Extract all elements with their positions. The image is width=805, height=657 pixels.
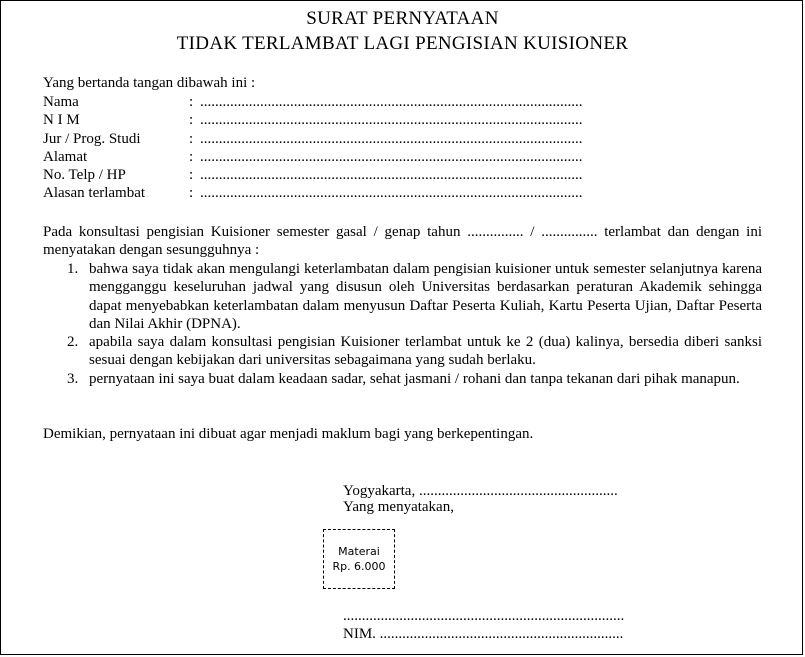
signer-label: Yang menyatakan, [343,499,454,515]
stamp-box [323,529,395,589]
list-number: 1. [67,261,79,277]
place-date: Yogyakarta, ..................................................... [343,483,618,499]
list-text: pernyataan ini saya buat dalam keadaan sadar, sehat jasmani / rohani dan tanpa tekanan dari pihak manapun. [89,370,740,387]
field-blank: ...................................................................................................... [200,148,583,165]
signature-line: ........................................................................... [343,608,625,624]
intro-text: Yang bertanda tangan dibawah ini : [43,75,256,91]
field-blank: ...................................................................................................... [200,185,583,202]
list-item [43,333,762,370]
list-item [43,370,762,388]
field-colon: : [189,112,194,129]
list-text: apabila saya dalam konsultasi pengisian Kuisioner terlambat untuk ke 2 (dua) kalinya, bersedia diberi sanksi sesuai dengan kebijakan dari universitas sebagaimana yang sudah berlaku. [89,334,762,369]
field-colon: : [189,167,194,184]
field-blank: ...................................................................................................... [200,94,583,110]
field-blank: ...................................................................................................... [200,167,583,184]
field-label: Alasan terlambat [43,185,146,202]
field-colon: : [189,185,194,202]
field-colon: : [189,130,194,147]
field-blank: ...................................................................................................... [200,112,583,129]
field-label: Jur / Prog. Studi [43,130,141,147]
field-colon: : [189,94,194,110]
field-colon: : [189,148,194,165]
closing-text: Demikian, pernyataan ini dibuat agar menjadi maklum bagi yang berkepentingan. [43,426,534,442]
field-label: N I M [43,112,80,129]
document-title: SURAT PERNYATAAN [306,8,499,29]
list-number: 2. [67,334,79,351]
field-label: Nama [43,94,79,110]
stamp-value: Rp. 6.000 [332,560,386,573]
list-number: 3. [67,370,79,387]
list-item [43,260,762,333]
nim-line: NIM. ................................................................. [343,626,624,642]
list-text: bahwa saya tidak akan mengulangi keterlambatan dalam pengisian kuisioner untuk semester selanjutnya karena mengganggu keseluruhan jadwal yang disusun oleh Universitas berdasarkan peraturan Akademik sehingga dapat menyebabkan keterlambatan dalam menyusun Daftar Peserta Kuliah, Kartu Peserta Ujian, Daftar Peserta dan Nilai Akhir (DPNA). [89,261,762,332]
field-label: Alamat [43,148,88,165]
stamp-label: Materai [338,545,380,558]
statement-paragraph: Pada konsultasi pengisian Kuisioner semester gasal / genap tahun ............... / ............... terlambat dan dengan ini menyatakan dengan sesungguhnya : [43,224,762,259]
field-blank: ...................................................................................................... [200,130,583,147]
statement-list [43,260,762,388]
field-label: No. Telp / HP [43,167,126,184]
document-subtitle: TIDAK TERLAMBAT LAGI PENGISIAN KUISIONER [176,33,629,54]
